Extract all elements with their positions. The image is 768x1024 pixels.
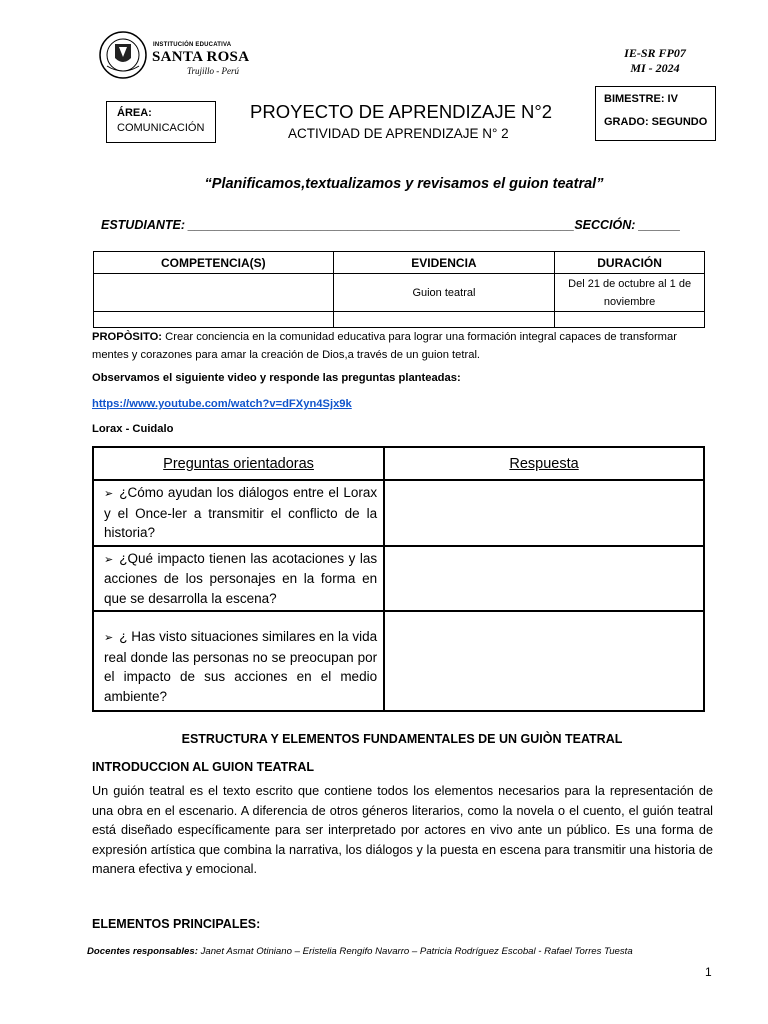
question-row-3: [93, 611, 384, 711]
question-1-text: ¿Cómo ayudan los diálogos entre el Lorax y el Once-ler a transmitir el conflicto de la historia?: [104, 485, 378, 540]
question-3-text: ¿ Has visto situaciones similares en la vida real donde las personas no se preocupan por el impacto de sus acciones en el medio ambiente?: [104, 629, 378, 704]
institution-city: Trujillo - Perú: [187, 66, 240, 76]
code-line-2: MI - 2024: [630, 61, 680, 75]
bimestre-label: BIMESTRE: IV: [604, 93, 678, 105]
document-code: [610, 46, 700, 76]
instruction-text: Observamos el siguiente video y responde las preguntas planteadas:: [92, 372, 461, 384]
section-label: SECCIÓN:: [574, 218, 636, 232]
competencia-cell: [94, 274, 334, 312]
header-competencia: COMPETENCIA(S): [94, 252, 334, 274]
answer-field-2[interactable]: [384, 546, 704, 612]
empty-cell: [94, 312, 334, 328]
empty-cell: [555, 312, 705, 328]
questions-table: [92, 446, 705, 712]
school-logo: [95, 30, 255, 80]
header-evidencia: EVIDENCIA: [333, 252, 555, 274]
school-crest-icon: [95, 30, 151, 80]
empty-cell: [333, 312, 555, 328]
answer-field-3[interactable]: [384, 611, 704, 711]
video-link[interactable]: https://www.youtube.com/watch?v=dFXyn4Sjx9k: [92, 398, 352, 410]
main-title: PROYECTO DE APRENDIZAJE N°2: [250, 101, 553, 122]
answer-field-1[interactable]: [384, 480, 704, 546]
header-respuesta-label: Respuesta: [509, 455, 579, 472]
video-title: Lorax - Cuidalo: [92, 423, 174, 435]
header-preguntas-label: Preguntas orientadoras: [163, 455, 314, 472]
footer-names: Janet Asmat Otiniano – Eristelia Rengifo Navarro – Patricia Rodríguez Escobal - Rafael Torres Tuesta: [200, 946, 633, 957]
activity-quote: “Planificamos,textualizamos y revisamos el guion teatral”: [204, 176, 604, 192]
student-line: [101, 218, 681, 232]
section-title: ESTRUCTURA Y ELEMENTOS FUNDAMENTALES DE UN GUIÒN TEATRAL: [181, 732, 623, 746]
student-label: ESTUDIANTE:: [101, 218, 186, 232]
proposito-label: PROPÒSITO:: [92, 331, 163, 343]
intro-paragraph: Un guión teatral es el texto escrito que contiene todos los elementos necesarios para la representación de una obra en el escenario. A diferencia de otros géneros literarios, como la novela o el cuento, el guión teatral está diseñado específicamente para ser interpretado por actores en vivo ante un público. Es una forma de expresión artística que combina la narrativa, los diálogos y la puesta en escena para transmitir una historia de manera efectiva y emocional.: [92, 784, 713, 877]
elements-heading: ELEMENTOS PRINCIPALES:: [92, 917, 261, 931]
sub-title: ACTIVIDAD DE APRENDIZAJE N° 2: [288, 126, 509, 141]
section-field[interactable]: ______: [638, 218, 681, 232]
institution-name: SANTA ROSA: [152, 49, 250, 65]
intro-heading: INTRODUCCION AL GUION TEATRAL: [92, 760, 314, 774]
proposito-text: Crear conciencia en la comunidad educativa para lograr una formación integral capaces de transformar mentes y corazones para amar la creación de Dios,a través de un guion tetral.: [92, 331, 677, 361]
grado-label: GRADO: SEGUNDO: [604, 116, 708, 128]
area-label: ÁREA:: [117, 107, 152, 119]
header-respuesta: [384, 447, 704, 480]
question-row-2: [93, 546, 384, 612]
arrow-bullet-icon: ➢: [104, 487, 114, 500]
page-number: 1: [705, 965, 712, 979]
arrow-bullet-icon: ➢: [104, 552, 114, 566]
question-row-1: [93, 480, 384, 546]
header-preguntas: [93, 447, 384, 480]
grade-box: [595, 86, 716, 141]
footer-label: Docentes responsables:: [87, 946, 198, 957]
header-duracion: DURACIÓN: [555, 252, 705, 274]
arrow-bullet-icon: ➢: [104, 631, 114, 644]
duracion-cell: Del 21 de octubre al 1 de noviembre: [555, 274, 705, 312]
code-line-1: IE-SR FP07: [624, 46, 686, 60]
area-box: [106, 101, 216, 143]
question-2-text: ¿Qué impacto tienen las acotaciones y las acciones de los personajes en la forma en que se desarrolla la escena?: [104, 550, 378, 606]
footer-credits: [87, 946, 633, 957]
evidencia-cell: Guion teatral: [333, 274, 555, 312]
proposito-paragraph: [92, 328, 708, 364]
student-name-field[interactable]: __________________________________________________________: [188, 218, 575, 232]
institution-small: INSTITUCIÓN EDUCATIVA: [153, 42, 232, 48]
area-value: COMUNICACIÓN: [117, 122, 205, 134]
info-table: [93, 251, 705, 328]
